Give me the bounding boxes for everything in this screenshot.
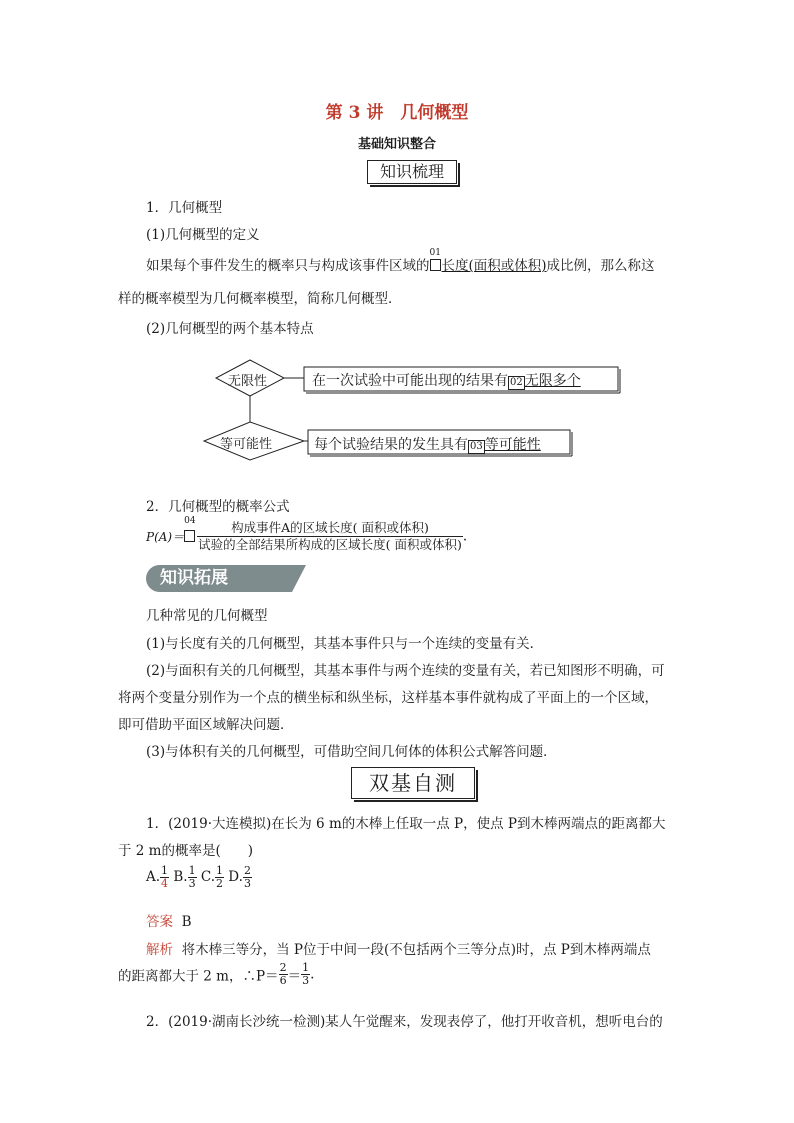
question-1-options bbox=[146, 865, 252, 899]
extension-heading: 几种常见的几何概型 bbox=[146, 608, 268, 624]
feature-text-1 bbox=[312, 370, 581, 390]
option-num: 1 bbox=[161, 864, 169, 877]
option-den: 4 bbox=[161, 877, 169, 890]
def-text-a: 如果每个事件发生的概率只与构成该事件区域的 bbox=[146, 258, 430, 274]
option-num: 1 bbox=[216, 864, 223, 877]
section-subtitle: 基础知识整合 bbox=[357, 137, 436, 152]
formula-lhs: P(A)＝ bbox=[146, 530, 185, 544]
question-1-line-1: 1．(2019·大连模拟)在长为 6 m的木棒上任取一点 P，使点 P到木棒两端点的距离都大 bbox=[146, 816, 666, 832]
analysis-fraction bbox=[301, 962, 310, 987]
probability-formula bbox=[146, 515, 468, 556]
formula-end: . bbox=[462, 528, 468, 545]
fraction-den: 3 bbox=[302, 974, 310, 987]
option-label: A. bbox=[146, 869, 161, 885]
extension-item-1: (1)与长度有关的几何概型，其基本事件只与一个连续的变量有关． bbox=[146, 636, 544, 652]
blank-tag: 01 bbox=[429, 248, 441, 258]
blank-tag: 02 bbox=[510, 377, 523, 388]
analysis-text: 将木棒三等分，当 P位于中间一段(不包括两个三等分点)时，点 P到木棒两端点 bbox=[181, 942, 651, 958]
option-den: 2 bbox=[216, 877, 223, 890]
blank-square-icon bbox=[430, 259, 441, 271]
definition-line-1 bbox=[146, 248, 655, 274]
option-fraction bbox=[243, 865, 252, 890]
option-label: C. bbox=[200, 869, 215, 885]
question-1-line-2: 于 2 m的概率是( ) bbox=[118, 843, 254, 859]
option-fraction bbox=[215, 865, 224, 890]
blank-marker bbox=[184, 515, 197, 545]
node-infinite: 无限性 bbox=[228, 374, 268, 389]
question-1-analysis-line-2 bbox=[118, 962, 314, 996]
extension-banner: 知识拓展 bbox=[146, 565, 292, 592]
formula-fraction bbox=[197, 520, 463, 553]
node-equal: 等可能性 bbox=[220, 437, 273, 452]
analysis-label: 解析 bbox=[146, 942, 173, 958]
question-2-line-1: 2．(2019·湖南长沙统一检测)某人午觉醒来，发现表停了，他打开收音机，想听电台的 bbox=[146, 1014, 663, 1030]
option-fraction bbox=[160, 865, 169, 890]
feature-text: 每个试验结果的发生具有 bbox=[314, 437, 468, 453]
answer-label: 答案 bbox=[146, 914, 173, 930]
answer-value: B bbox=[181, 914, 192, 930]
sub-heading-1: (1)几何概型的定义 bbox=[146, 227, 260, 243]
extension-item-2-line-1: (2)与面积有关的几何概型，其基本事件与两个连续的变量有关，若已知图形不明确，可 bbox=[146, 663, 665, 679]
analysis-eq: ＝ bbox=[287, 968, 302, 985]
option-num: 1 bbox=[188, 864, 196, 877]
option-label: D. bbox=[228, 869, 243, 885]
question-1-analysis-line-1 bbox=[146, 938, 651, 958]
fraction-den: 6 bbox=[279, 974, 287, 987]
def-fill: 长度(面积或体积) bbox=[441, 258, 547, 274]
analysis-end: . bbox=[310, 966, 315, 983]
option-fraction bbox=[188, 865, 197, 890]
fraction-num: 1 bbox=[302, 961, 310, 974]
formula-denominator: 试验的全部结果所构成的区域长度( 面积或体积) bbox=[198, 537, 462, 552]
analysis-fraction bbox=[279, 962, 288, 987]
extension-item-2-line-2: 将两个变量分别作为一个点的横坐标和纵坐标，这样基本事件就构成了平面上的一个区域， bbox=[118, 690, 658, 706]
option-label: B. bbox=[173, 869, 188, 885]
section-box-self-test: 双基自测 bbox=[351, 767, 475, 799]
question-1-answer bbox=[146, 910, 192, 930]
extension-item-3: (3)与体积有关的几何概型，可借助空间几何体的体积公式解答问题． bbox=[146, 744, 557, 760]
section-box-knowledge: 知识梳理 bbox=[367, 160, 457, 184]
feature-text-2 bbox=[314, 434, 541, 454]
option-den: 3 bbox=[188, 877, 196, 890]
blank-tag: 03 bbox=[470, 441, 483, 452]
extension-item-2-line-3: 即可借助平面区域解决问题． bbox=[118, 717, 294, 733]
feature-fill: 等可能性 bbox=[484, 437, 541, 453]
page-title: 第 3 讲 几何概型 bbox=[325, 103, 469, 123]
blank-tag: 04 bbox=[184, 515, 196, 526]
fraction-num: 2 bbox=[279, 961, 287, 974]
heading-1: 1．几何概型 bbox=[146, 200, 223, 216]
sub-heading-2: (2)几何概型的两个基本特点 bbox=[146, 321, 314, 337]
feature-fill: 无限多个 bbox=[524, 373, 581, 389]
option-num: 2 bbox=[243, 864, 251, 877]
option-den: 3 bbox=[243, 877, 251, 890]
def-text-b: 成比例，那么称这 bbox=[546, 258, 655, 274]
heading-2: 2．几何概型的概率公式 bbox=[146, 499, 290, 515]
analysis-text: 的距离都大于 2 m，∴P＝ bbox=[118, 968, 279, 985]
definition-line-2: 样的概率模型为几何概率模型，简称几何概型． bbox=[118, 291, 402, 307]
blank-marker bbox=[429, 248, 442, 274]
feature-text: 在一次试验中可能出现的结果有 bbox=[312, 373, 508, 389]
blank-square-icon bbox=[184, 530, 195, 542]
formula-numerator: 构成事件A的区域长度( 面积或体积) bbox=[197, 520, 463, 537]
